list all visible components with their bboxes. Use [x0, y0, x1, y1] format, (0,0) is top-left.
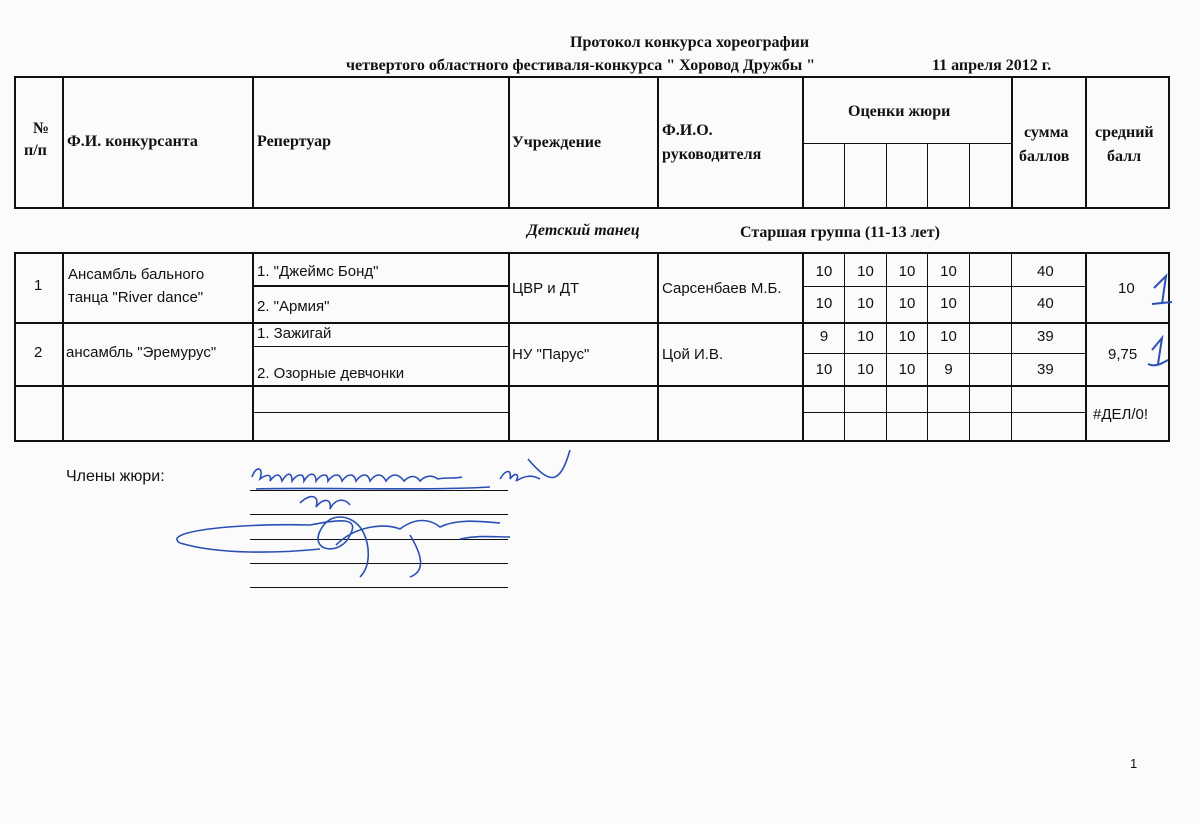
header-num2: п/п	[24, 142, 47, 159]
score-sum: 40	[1037, 263, 1054, 280]
score-sum: 39	[1037, 328, 1054, 345]
document-subtitle: четвертого областного фестиваля-конкурса " Хоровод Дружбы "	[346, 57, 816, 74]
header-institution: Учреждение	[512, 134, 602, 151]
leader: Цой И.В.	[662, 346, 724, 363]
header-avg2: балл	[1107, 148, 1142, 165]
institution: НУ "Парус"	[512, 346, 590, 363]
row-num: 2	[34, 344, 43, 361]
jury-score: 9	[944, 361, 953, 378]
jury-score: 10	[857, 361, 874, 378]
jury-score: 10	[857, 295, 874, 312]
section-category: Детский танец	[527, 222, 640, 239]
repertoire-piece: 1. "Джеймс Бонд"	[257, 263, 379, 280]
average-score: 10	[1118, 280, 1135, 297]
contestant-name: танца "River dance"	[68, 289, 204, 306]
score-sum: 40	[1037, 295, 1054, 312]
average-score: 9,75	[1108, 346, 1138, 363]
document-date: 11 апреля 2012 г.	[932, 57, 1052, 74]
header-repertoire: Репертуар	[257, 133, 332, 150]
header-leader2: руководителя	[662, 146, 762, 163]
contestant-name: ансамбль "Эремурус"	[66, 344, 217, 361]
jury-score: 10	[857, 263, 874, 280]
jury-score: 10	[898, 263, 916, 280]
header-sum1: сумма	[1024, 124, 1069, 141]
repertoire-piece: 2. "Армия"	[257, 298, 330, 315]
row-num: 1	[34, 277, 43, 294]
jury-score: 10	[940, 295, 957, 312]
jury-score: 10	[898, 361, 916, 378]
header-num: №	[33, 120, 50, 137]
score-sum: 39	[1037, 361, 1054, 378]
average-score: #ДЕЛ/0!	[1093, 406, 1149, 423]
page-number: 1	[1130, 756, 1138, 771]
repertoire-piece: 1. Зажигай	[257, 325, 332, 342]
leader: Сарсенбаев М.Б.	[662, 280, 782, 297]
contestant-name: Ансамбль бального	[68, 266, 205, 283]
header-avg1: средний	[1095, 124, 1154, 141]
jury-score: 10	[815, 263, 833, 280]
header-jury: Оценки жюри	[848, 103, 951, 120]
jury-score: 10	[940, 263, 957, 280]
jury-score: 10	[898, 295, 916, 312]
document-title: Протокол конкурса хореографии	[570, 34, 810, 51]
jury-score: 10	[898, 328, 916, 345]
jury-score: 10	[815, 361, 833, 378]
jury-score: 10	[940, 328, 957, 345]
jury-score: 9	[819, 328, 829, 345]
place-mark-handwritten	[1142, 334, 1172, 370]
jury-score: 10	[857, 328, 874, 345]
header-leader1: Ф.И.О.	[662, 122, 713, 139]
repertoire-piece: 2. Озорные девчонки	[257, 365, 405, 382]
jury-signatures	[160, 445, 580, 585]
section-group: Старшая группа (11-13 лет)	[740, 224, 940, 241]
place-mark-handwritten	[1146, 272, 1176, 308]
header-contestant: Ф.И. конкурсанта	[67, 133, 198, 150]
header-sum2: баллов	[1019, 148, 1070, 165]
jury-score: 10	[815, 295, 833, 312]
institution: ЦВР и ДТ	[512, 280, 580, 297]
jury-label: Члены жюри:	[66, 468, 165, 485]
